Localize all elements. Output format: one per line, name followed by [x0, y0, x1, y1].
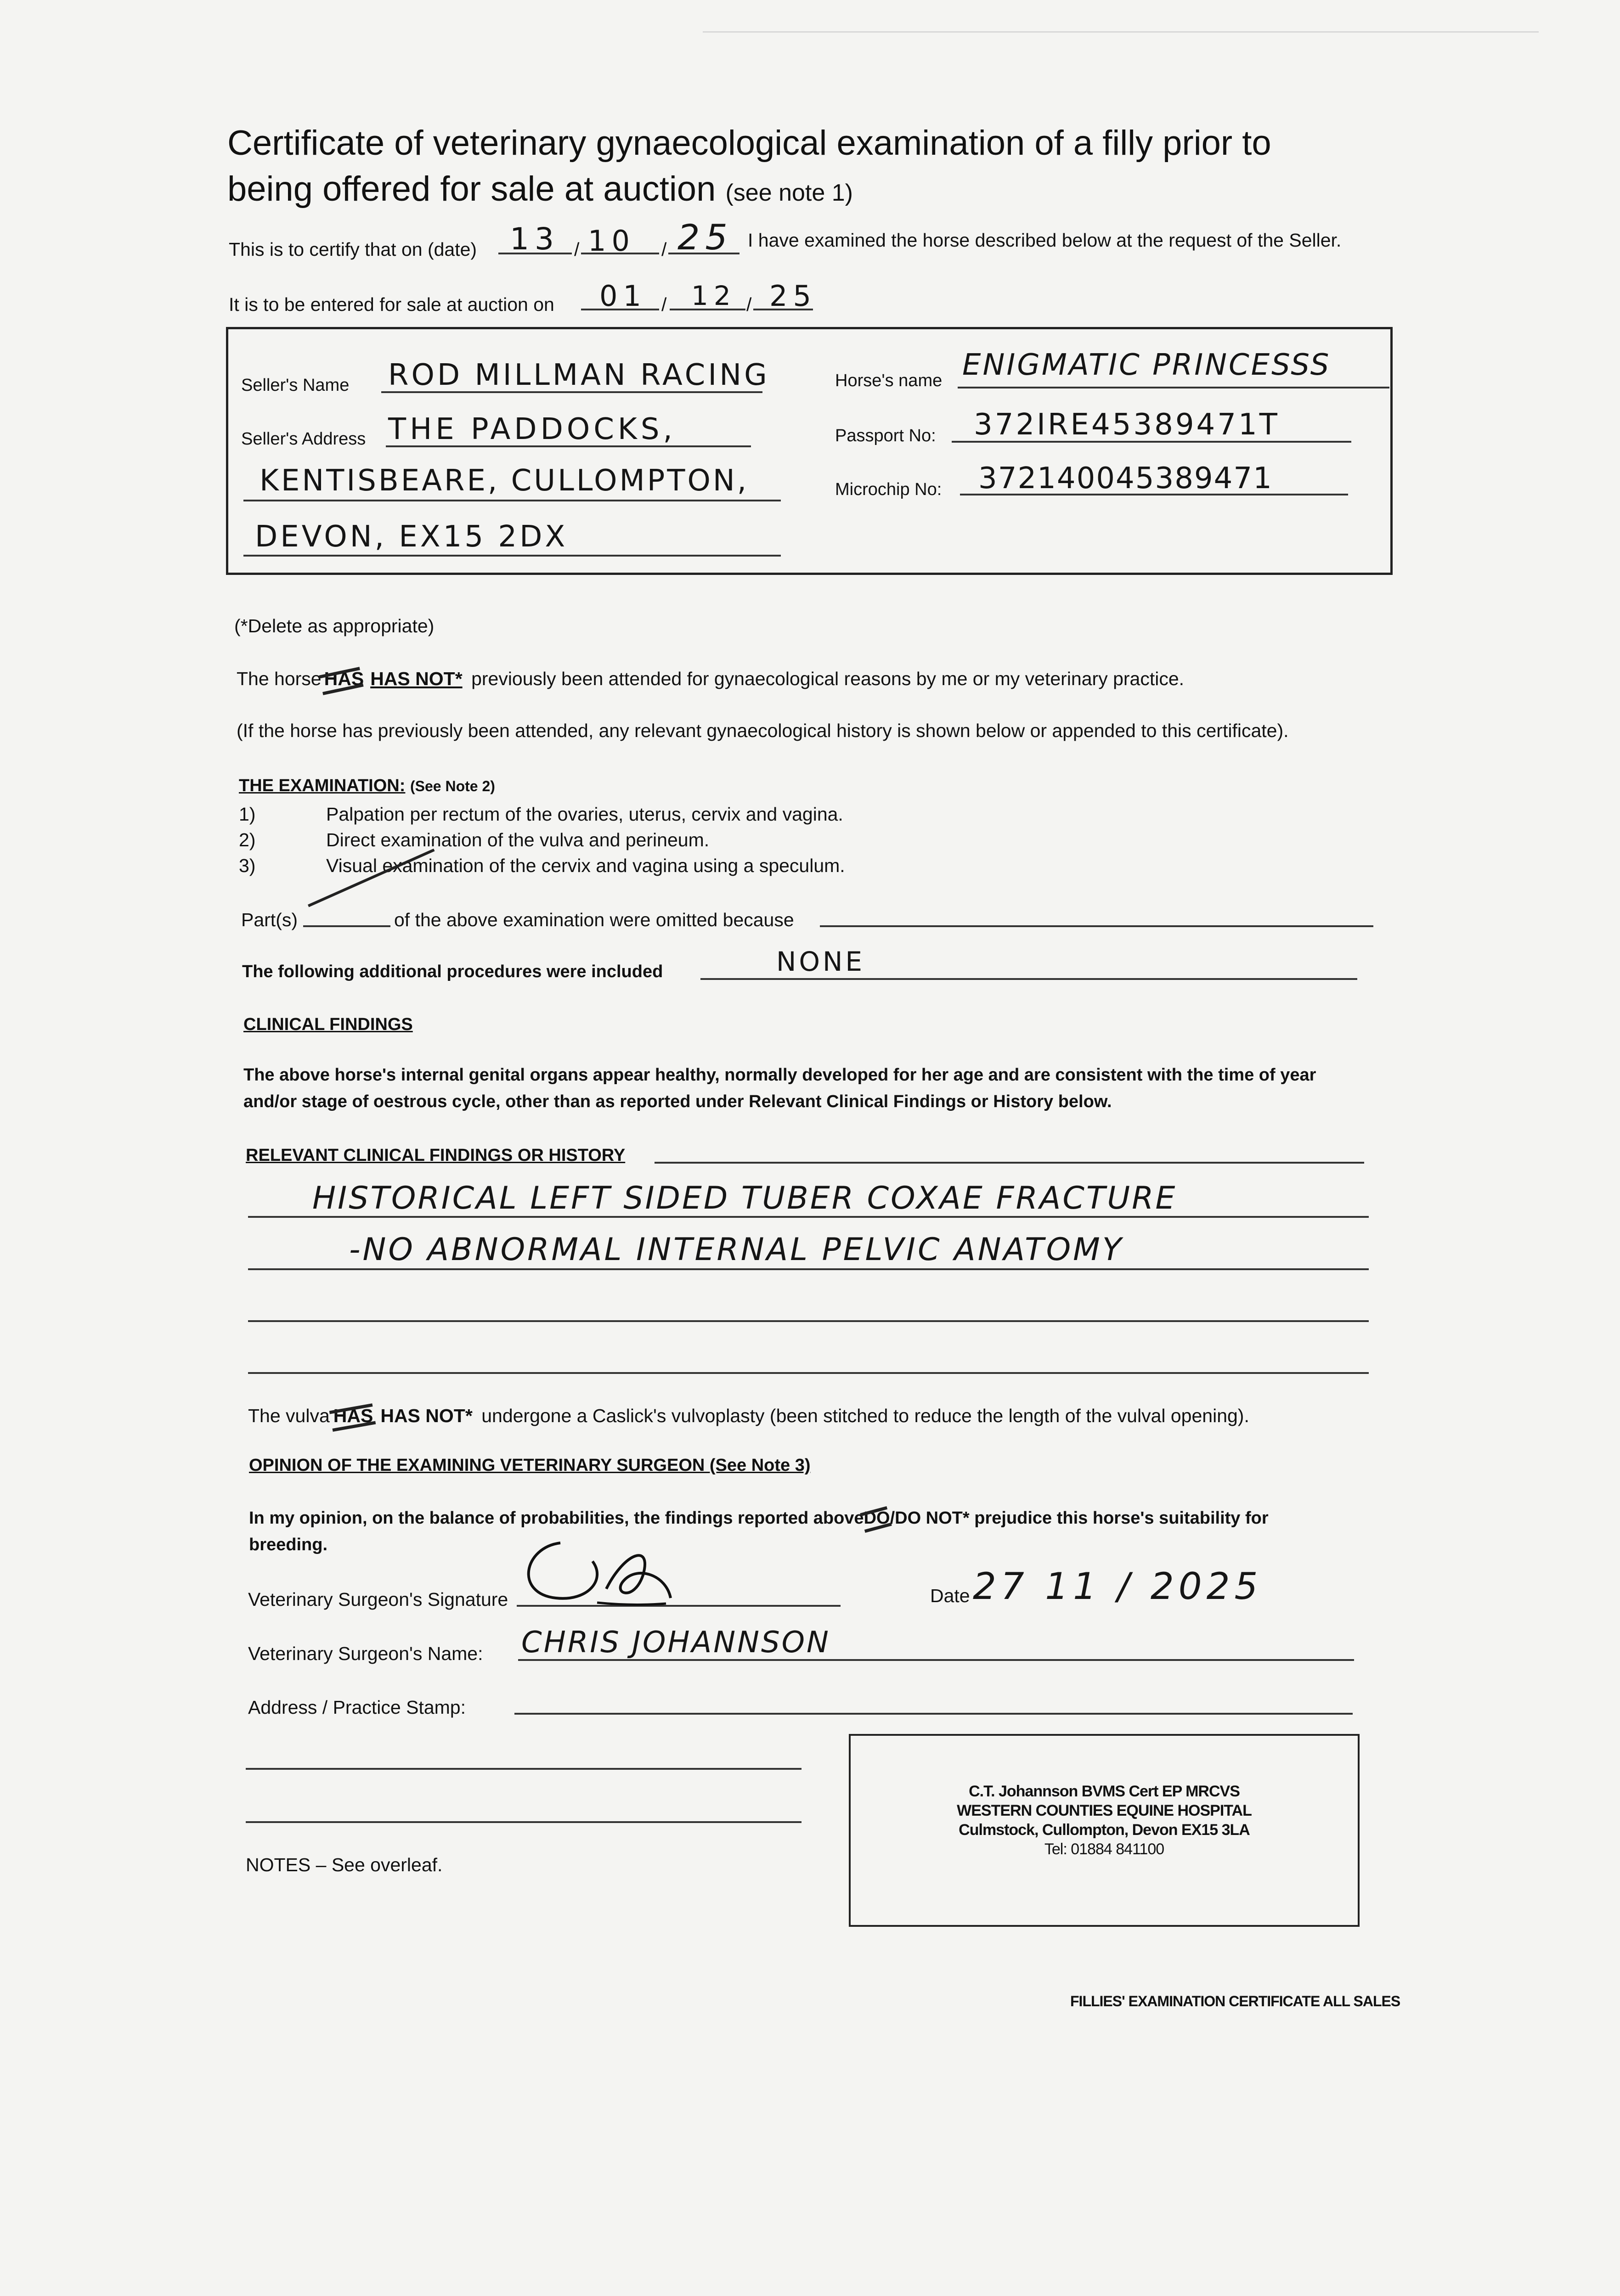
- slash: /: [661, 294, 667, 315]
- attended-prefix: The horse: [237, 668, 322, 689]
- exam-item-text-3: Visual examination of the cervix and vagina using a speculum.: [326, 855, 845, 876]
- certificate-title: [227, 120, 1422, 216]
- opinion-do-not: /DO NOT*: [890, 1508, 970, 1528]
- clinical-text-1: The above horse's internal genital organs appear healthy, normally developed for her age and are consistent with the time of year: [243, 1065, 1316, 1085]
- passport-number: 372IRE45389471T: [974, 408, 1280, 442]
- seller-name-label: Seller's Name: [241, 376, 350, 395]
- address-line-3: [246, 1821, 802, 1823]
- opinion-text-suffix: prejudice this horse's suitability for: [974, 1508, 1269, 1528]
- relevant-heading-line: [655, 1162, 1364, 1164]
- exam-heading-text: THE EXAMINATION:: [239, 776, 406, 795]
- vulva-prefix: The vulva: [248, 1405, 330, 1426]
- delete-note: (*Delete as appropriate): [234, 615, 435, 636]
- clinical-text-2: and/or stage of oestrous cycle, other than as reported under Relevant Clinical Findings or History below.: [243, 1092, 1112, 1111]
- signature-scribble: [505, 1525, 689, 1616]
- additional-label: The following additional procedures were included: [242, 962, 663, 981]
- exam-item-num-3: 3): [239, 855, 256, 876]
- finding-line-3: [248, 1320, 1369, 1322]
- auction-year: 25: [769, 279, 817, 313]
- top-faint-rule: [703, 31, 1539, 33]
- horse-name: ENIGMATIC PRINCESSS: [962, 348, 1331, 382]
- certify-suffix: I have examined the horse described below at the request of the Seller.: [748, 230, 1342, 251]
- clinical-heading: CLINICAL FINDINGS: [243, 1015, 413, 1034]
- parts-label: Part(s): [241, 909, 298, 930]
- seller-address-line-2: [243, 500, 781, 501]
- microchip-label: Microchip No:: [835, 480, 942, 499]
- certify-prefix: This is to certify that on (date): [229, 239, 477, 260]
- stamp-line-4: Tel: 01884 841100: [1044, 1840, 1164, 1858]
- opinion-text-prefix: In my opinion, on the balance of probabilities, the findings reported above: [249, 1508, 864, 1528]
- stamp-line-3: Culmstock, Cullompton, Devon EX15 3LA: [959, 1821, 1250, 1839]
- auction-month: 12: [691, 280, 736, 311]
- address-line-2: [246, 1768, 802, 1770]
- vulva-suffix: undergone a Caslick's vulvoplasty (been stitched to reduce the length of the vulval opening).: [481, 1405, 1249, 1426]
- slash: /: [574, 239, 580, 260]
- exam-item-text-2: Direct examination of the vulva and perineum.: [326, 829, 710, 850]
- auction-day: 01: [599, 279, 647, 313]
- opinion-struck-do: DO: [864, 1508, 890, 1528]
- certify-day: 13: [510, 221, 559, 257]
- relevant-heading: RELEVANT CLINICAL FINDINGS OR HISTORY: [246, 1146, 626, 1165]
- exam-item-num-2: 2): [239, 829, 256, 850]
- attended-note: (If the horse has previously been attended, any relevant gynaecological history is shown below or appended to this certificate).: [237, 720, 1289, 741]
- finding-line-2: [248, 1268, 1369, 1270]
- vet-name: CHRIS JOHANNSON: [521, 1626, 830, 1660]
- address-stamp-label: Address / Practice Stamp:: [248, 1697, 466, 1718]
- vet-name-label: Veterinary Surgeon's Name:: [248, 1643, 483, 1664]
- finding-line-4: [248, 1372, 1369, 1374]
- stamp-line-1: C.T. Johannson BVMS Cert EP MRCVS: [969, 1783, 1240, 1800]
- title-note: (see note 1): [725, 180, 853, 206]
- attended-suffix: previously been attended for gynaecological reasons by me or my veterinary practice.: [471, 668, 1185, 689]
- exam-item-text-1: Palpation per rectum of the ovaries, uterus, cervix and vagina.: [326, 804, 843, 825]
- seller-address-2: KENTISBEARE, CULLOMPTON,: [260, 464, 749, 498]
- attended-has-not: HAS NOT*: [370, 668, 463, 689]
- attended-statement: [237, 668, 1184, 690]
- address-line-1: [514, 1713, 1353, 1715]
- vulva-statement: [248, 1405, 1249, 1427]
- opinion-text: [249, 1508, 1269, 1528]
- passport-label: Passport No:: [835, 426, 936, 445]
- seller-address-3: DEVON, EX15 2DX: [255, 520, 568, 554]
- exam-note: (See Note 2): [410, 778, 495, 794]
- slash: /: [661, 239, 667, 260]
- certify-month: 10: [588, 224, 635, 258]
- parts-reason-line: [820, 925, 1373, 927]
- opinion-text-line-2: breeding.: [249, 1535, 328, 1554]
- slash: /: [746, 294, 752, 315]
- parts-suffix: of the above examination were omitted because: [394, 909, 794, 930]
- notes-text: NOTES – See overleaf.: [246, 1854, 443, 1875]
- finding-1: HISTORICAL LEFT SIDED TUBER COXAE FRACTURE: [312, 1180, 1177, 1216]
- exam-heading: [239, 776, 495, 796]
- title-line-2: being offered for sale at auction: [227, 169, 716, 208]
- parts-line: [303, 925, 390, 927]
- signature-label: Veterinary Surgeon's Signature: [248, 1589, 508, 1610]
- seller-name: ROD MILLMAN RACING: [388, 358, 770, 392]
- seller-address-line-3: [243, 555, 781, 557]
- additional-value: NONE: [776, 946, 865, 977]
- title-line-1: Certificate of veterinary gynaecological examination of a filly prior to: [227, 124, 1271, 163]
- exam-item-num-1: 1): [239, 804, 256, 825]
- date-label: Date: [930, 1585, 970, 1606]
- vulva-has-not: HAS NOT*: [380, 1405, 473, 1426]
- attended-struck-has: HAS: [324, 668, 364, 690]
- seller-address-1: THE PADDOCKS,: [388, 412, 676, 446]
- additional-line: [700, 978, 1357, 980]
- vulva-struck-has: HAS: [333, 1405, 373, 1427]
- seller-address-label: Seller's Address: [241, 429, 366, 449]
- opinion-heading: OPINION OF THE EXAMINING VETERINARY SURGEON (See Note 3): [249, 1456, 811, 1475]
- stamp-line-2: WESTERN COUNTIES EQUINE HOSPITAL: [957, 1802, 1252, 1819]
- finding-2: -NO ABNORMAL INTERNAL PELVIC ANATOMY: [349, 1232, 1124, 1268]
- footer-text: FILLIES' EXAMINATION CERTIFICATE ALL SALES: [1070, 1993, 1400, 2009]
- certify-year: 25: [677, 217, 733, 258]
- horse-name-line: [958, 387, 1389, 388]
- auction-prefix: It is to be entered for sale at auction on: [229, 294, 554, 315]
- horse-name-label: Horse's name: [835, 371, 943, 390]
- microchip-number: 372140045389471: [978, 461, 1273, 495]
- practice-stamp-text: [849, 1782, 1360, 1859]
- date-value: 27 11 / 2025: [973, 1565, 1263, 1608]
